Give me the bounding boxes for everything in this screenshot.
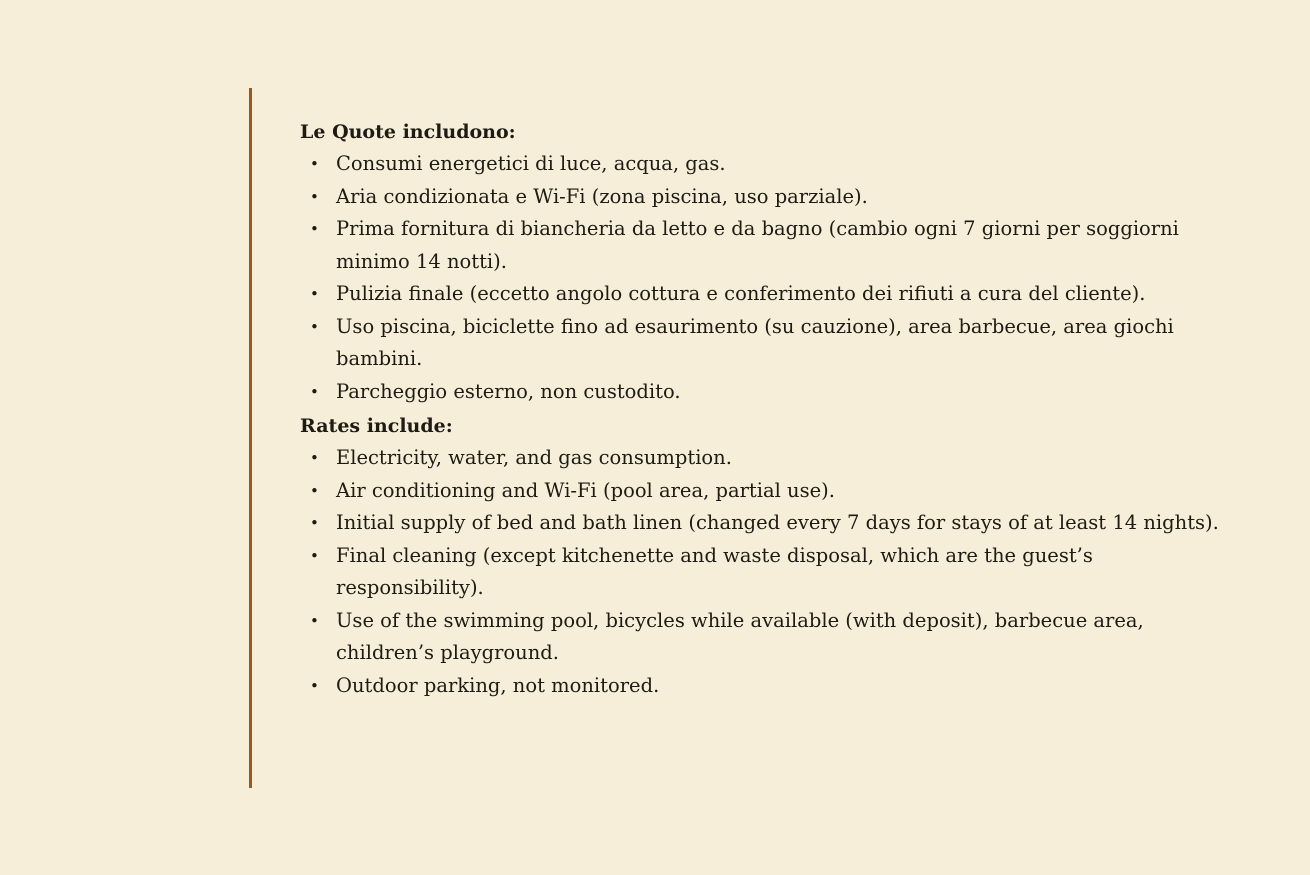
list-item-text: Outdoor parking, not monitored. xyxy=(336,673,660,697)
list-item xyxy=(300,311,1230,376)
bullet-icon: • xyxy=(310,546,319,565)
list-item-text: Pulizia finale (eccetto angolo cottura e conferimento dei rifiuti a cura del cliente). xyxy=(336,282,1146,305)
bullet-icon: • xyxy=(310,481,319,500)
list-item-text: Prima fornitura di biancheria da letto e da bagno (cambio ogni 7 giorni per soggiorni minimo 14 notti). xyxy=(336,217,1179,273)
list-item-text: Use of the swimming pool, bicycles while available (with deposit), barbecue area, children’s playground. xyxy=(336,608,1144,664)
list-item xyxy=(300,605,1230,670)
bullet-icon: • xyxy=(310,449,319,467)
italian-section xyxy=(300,116,1230,408)
bullet-icon: • xyxy=(310,155,319,173)
bullet-icon: • xyxy=(310,187,319,206)
list-item-text: Final cleaning (except kitchenette and waste disposal, which are the guest’s responsibility). xyxy=(336,543,1093,599)
list-item xyxy=(300,475,1230,508)
bullet-icon: • xyxy=(310,611,319,630)
bullet-icon: • xyxy=(310,317,319,336)
list-item xyxy=(300,442,1230,475)
list-item-text: Parcheggio esterno, non custodito. xyxy=(336,379,681,403)
list-item-text: Electricity, water, and gas consumption. xyxy=(336,446,732,469)
bullet-icon: • xyxy=(310,285,319,303)
bullet-icon: • xyxy=(310,676,319,695)
list-item xyxy=(300,540,1230,605)
list-item-text: Initial supply of bed and bath linen (changed every 7 days for stays of at least 14 nights). xyxy=(336,511,1219,534)
english-heading: Rates include: xyxy=(300,415,453,437)
list-item xyxy=(300,181,1230,214)
bullet-icon: • xyxy=(310,514,319,532)
english-section xyxy=(300,410,1230,702)
list-item-text: Air conditioning and Wi-Fi (pool area, partial use). xyxy=(336,478,835,502)
list-item xyxy=(300,213,1230,278)
bullet-icon: • xyxy=(310,382,319,401)
list-item xyxy=(300,148,1230,181)
list-item-text: Consumi energetici di luce, acqua, gas. xyxy=(336,152,726,175)
list-item xyxy=(300,278,1230,311)
list-item-text: Aria condizionata e Wi-Fi (zona piscina, uso parziale). xyxy=(336,184,868,208)
list-item xyxy=(300,376,1230,409)
list-item xyxy=(300,670,1230,703)
list-item-text: Uso piscina, biciclette fino ad esaurimento (su cauzione), area barbecue, area giochi bambini. xyxy=(336,314,1174,370)
italian-list xyxy=(300,148,1230,408)
rates-info-block xyxy=(249,88,1239,788)
italian-heading: Le Quote includono: xyxy=(300,121,516,143)
english-list xyxy=(300,442,1230,702)
list-item xyxy=(300,507,1230,540)
rates-content xyxy=(300,116,1230,702)
bullet-icon: • xyxy=(310,220,319,238)
